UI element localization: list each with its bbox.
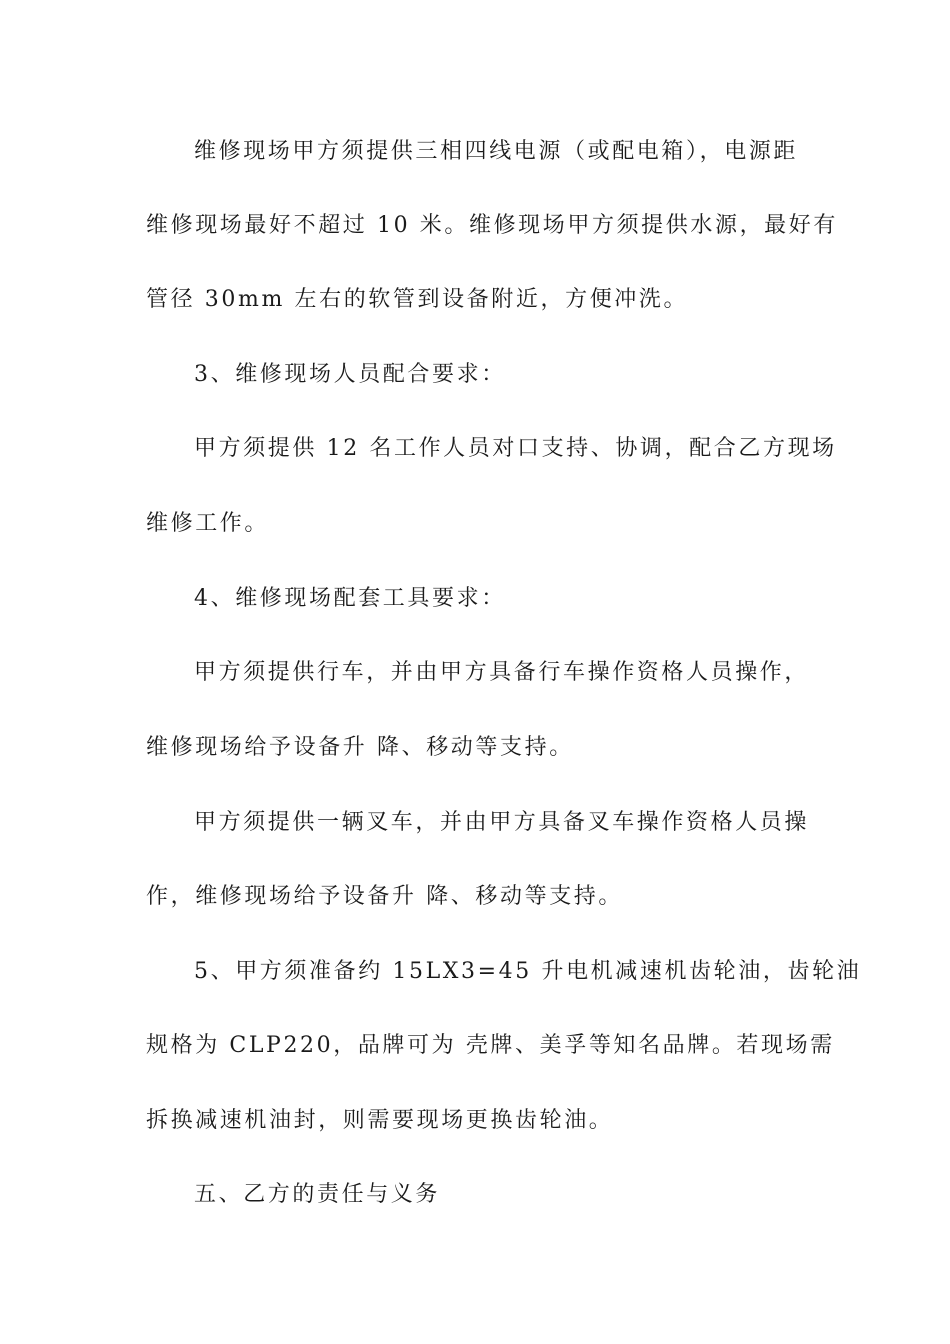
paragraph-line: 维修工作。: [146, 511, 270, 536]
section-heading: 4、维修现场配套工具要求：: [194, 586, 506, 611]
paragraph-line: 维修现场甲方须提供三相四线电源（或配电箱），电源距: [194, 139, 799, 164]
paragraph-line: 规格为 CLP220，品牌可为 壳牌、美孚等知名品牌。若现场需: [146, 1033, 835, 1058]
paragraph-line: 作，维修现场给予设备升 降、移动等支持。: [146, 884, 623, 909]
paragraph-line: 维修现场最好不超过 10 米。维修现场甲方须提供水源，最好有: [146, 213, 838, 238]
paragraph-line: 甲方须提供 12 名工作人员对口支持、协调，配合乙方现场: [194, 436, 837, 461]
paragraph-line: 甲方须提供一辆叉车，并由甲方具备叉车操作资格人员操: [194, 810, 810, 835]
paragraph-line: 5、甲方须准备约 15LX3=45 升电机减速机齿轮油，齿轮油: [194, 959, 862, 984]
paragraph-line: 管径 30mm 左右的软管到设备附近，方便冲洗。: [146, 287, 689, 312]
section-heading: 五、乙方的责任与义务: [194, 1182, 441, 1207]
paragraph-line: 甲方须提供行车，并由甲方具备行车操作资格人员操作，: [194, 660, 810, 685]
paragraph-line: 维修现场给予设备升 降、移动等支持。: [146, 735, 574, 760]
section-heading: 3、维修现场人员配合要求：: [194, 362, 506, 387]
paragraph-line: 拆换减速机油封，则需要现场更换齿轮油。: [146, 1108, 614, 1133]
